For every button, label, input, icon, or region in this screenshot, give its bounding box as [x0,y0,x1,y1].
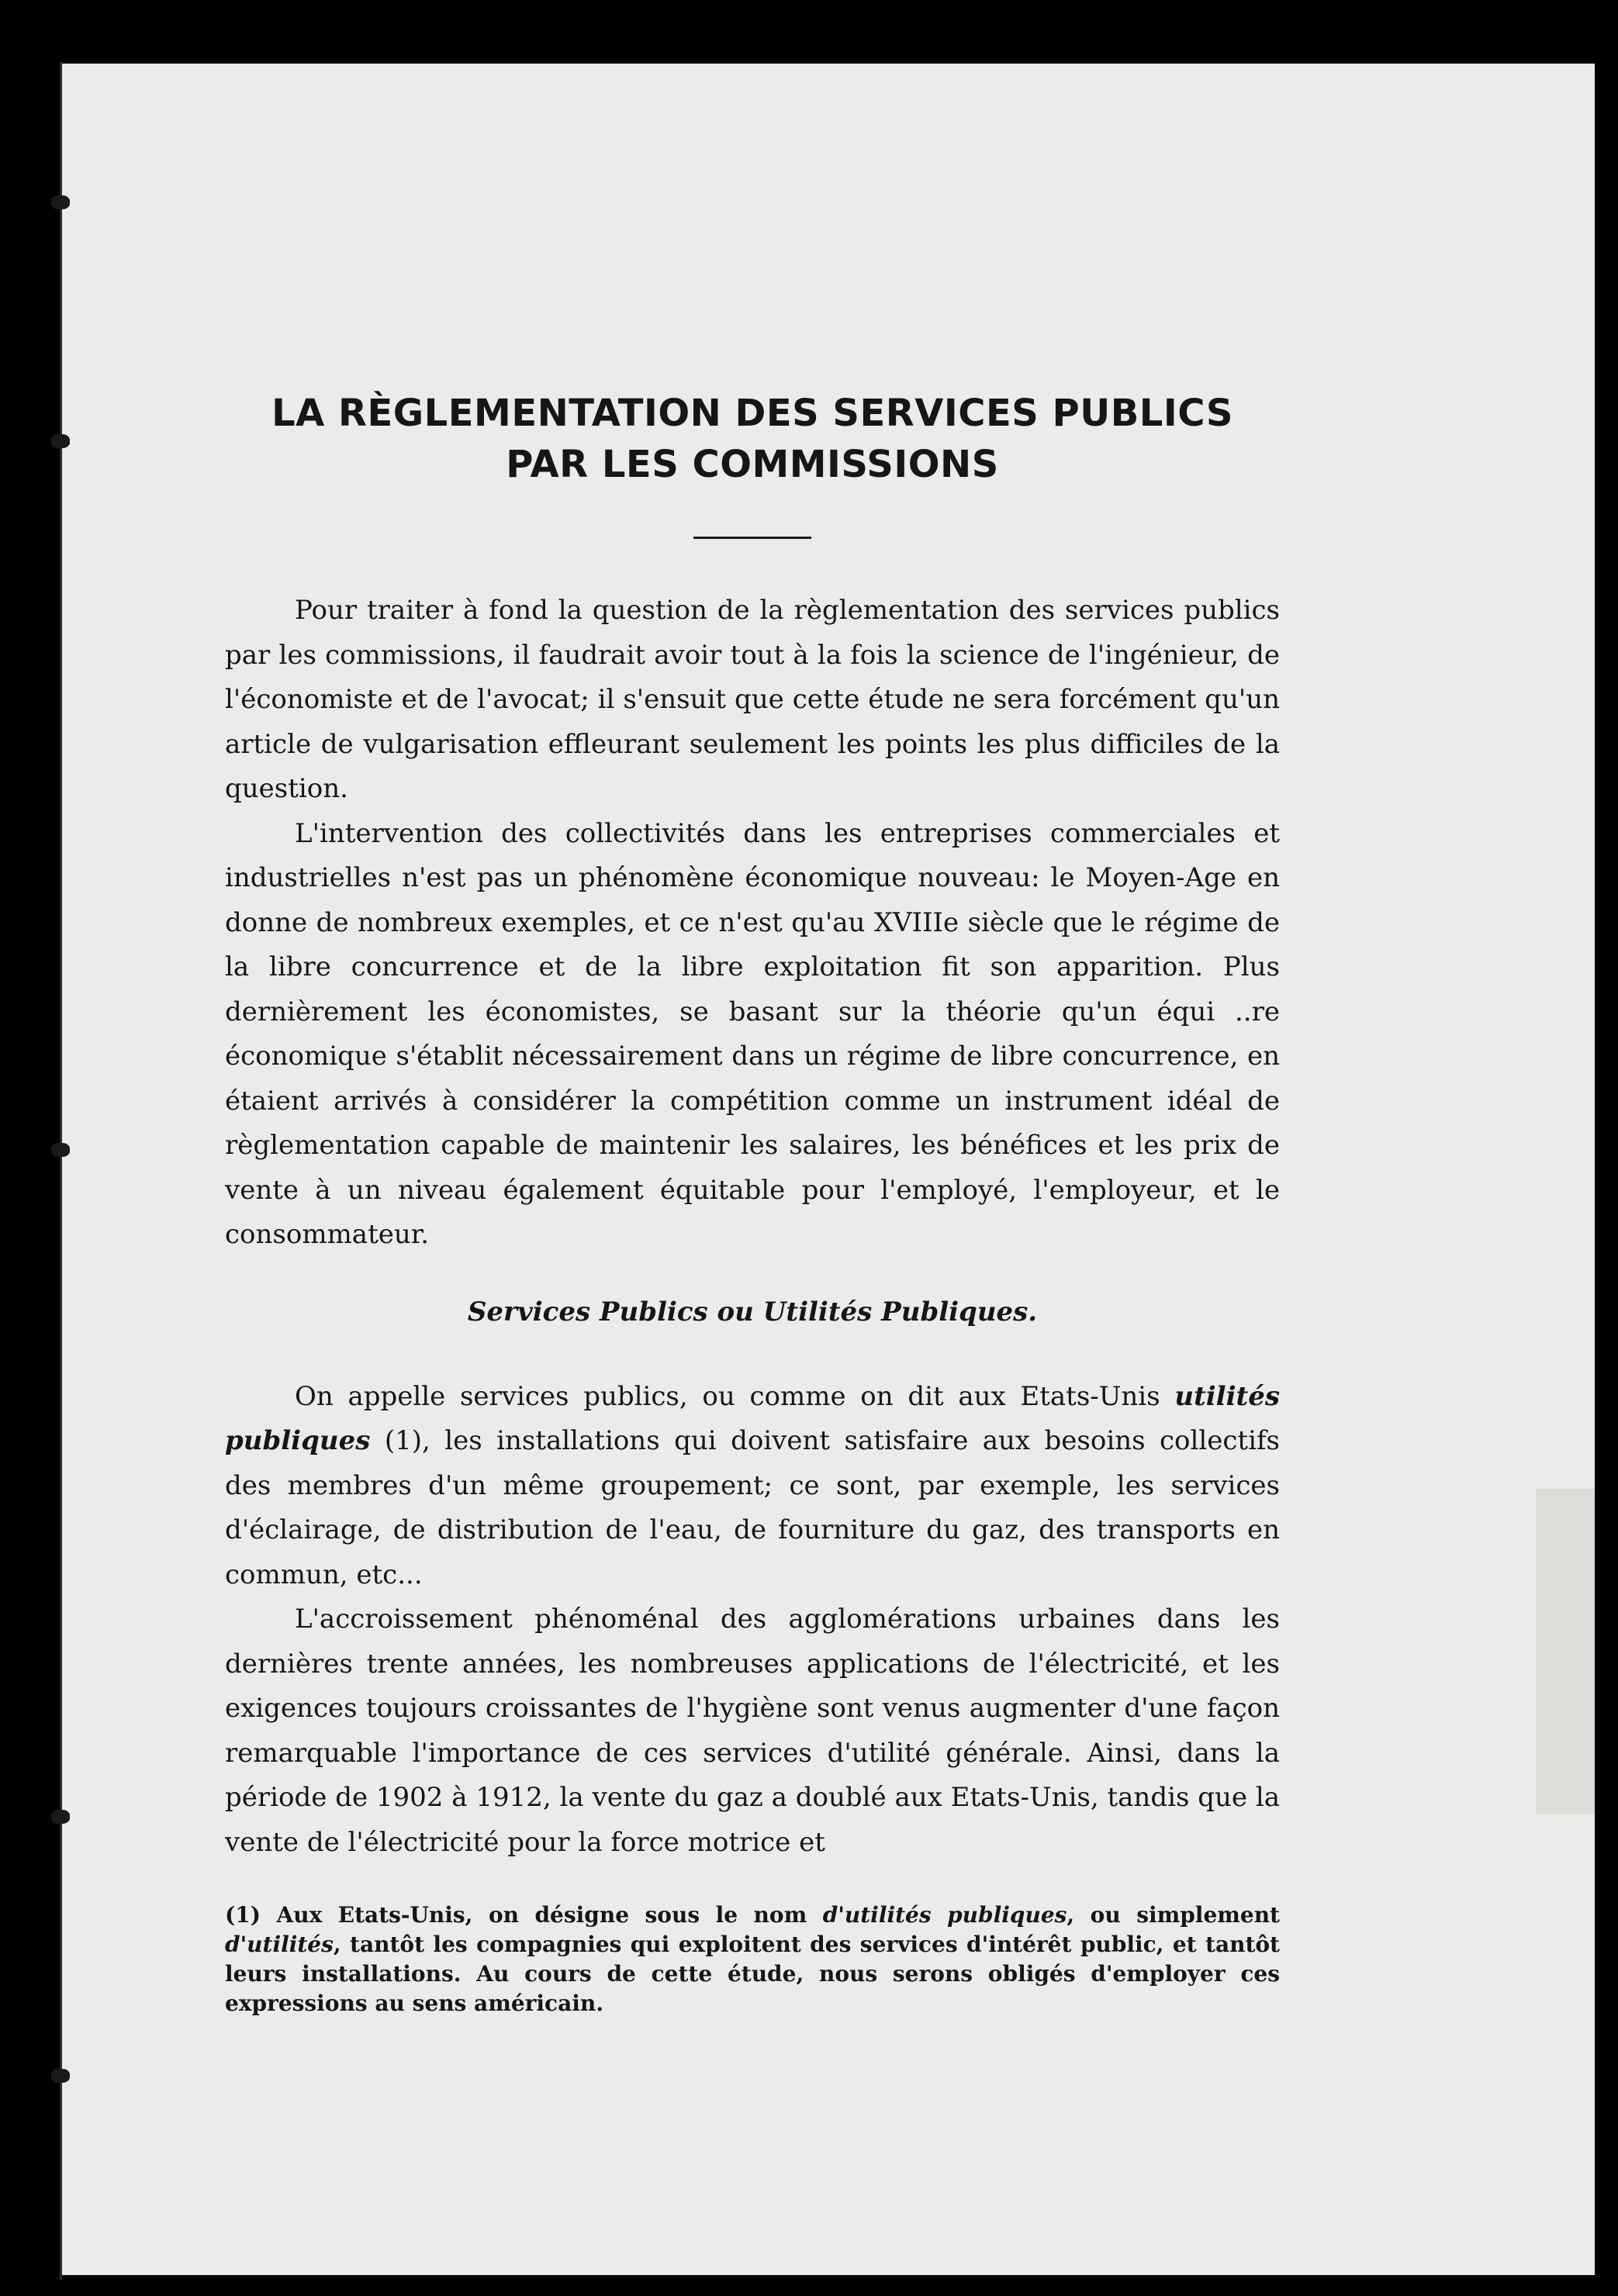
paragraph-3-start: On appelle services publics, ou comme on dit aux Etats-Unis [295,1380,1175,1412]
footnote-text-3: , tantôt les compagnies qui exploitent des services d'intérêt public, et tantôt leurs installations. Au cours de cette étude, nous serons obligés d'employer ces expressions au sens américain. [225,1932,1280,2016]
footnote-text-1: Aux Etats-Unis, on désigne sous le nom [260,1902,823,1928]
document-title [225,388,1280,490]
page-content [225,388,1280,2040]
binding-mark [51,434,70,448]
title-line-2: PAR LES COMMISSIONS [506,443,999,486]
paragraph-2: L'intervention des collectivités dans les entreprises commerciales et industrielles n'est pas un phénomène économique nouveau: le Moyen-Age en donne de nombreux exemples, et ce n'est qu'au XVIIIe siècle que le régime de la libre concurrence et de la libre exploitation fit son apparition. Plus dernièrement les économistes, se basant sur la théorie qu'un équi ..re économique s'établit nécessairement dans un régime de libre concurrence, en étaient arrivés à considérer la compétition comme un instrument idéal de règlementation capable de maintenir les salaires, les bénéfices et les prix de vente à un niveau également équitable pour l'employé, l'employeur, et le consommateur. [225,817,1280,1250]
paragraph-1: Pour traiter à fond la question de la règlementation des services publics par les commissions, il faudrait avoir tout à la fois la science de l'ingénieur, de l'économiste et de l'avocat; il s'ensuit que cette étude ne sera forcément qu'un article de vulgarisation effleurant seulement les points les plus difficiles de la question. [225,595,1280,804]
footnote-italic-1: d'utilités publiques [822,1902,1067,1928]
binding-mark [51,1810,70,1824]
footnote-marker: (1) [225,1902,261,1928]
paragraph-4: L'accroissement phénoménal des agglomérations urbaines dans les dernières trente années, les nombreuses applications de l'électricité, et les exigences toujours croissantes de l'hygiène sont venus augmenter d'une façon remarquable l'importance de ces services d'utilité générale. Ainsi, dans la période de 1902 à 1912, la vente du gaz a doublé aux Etats-Unis, tandis que la vente de l'électricité pour la force motrice et [225,1604,1280,1858]
binding-mark [51,2069,70,2083]
footnote-text-2: , ou simplement [1067,1902,1280,1928]
binding-mark [51,1143,70,1157]
footnote [225,1901,1280,2018]
footnote-italic-2: d'utilités [225,1932,334,1957]
binding-mark [51,195,70,209]
paragraph-3-rest: (1), les installations qui doivent satisfaire aux besoins collectifs des membres d'un même groupement; ce sont, par exemple, les services d'éclairage, de distribution de l'eau, de fourniture du gaz, des transports en commun, etc... [225,1425,1280,1590]
paragraph-3-italic-term: utilités publiques [225,1380,1280,1456]
title-line-1: LA RÈGLEMENTATION DES SERVICES PUBLICS [271,392,1233,435]
intro-block [225,589,1280,1258]
paragraph-3 [225,1375,1280,1598]
binding-edge [60,62,62,2280]
section-title: Services Publics ou Utilités Publiques. [467,1296,1038,1328]
scan-artifact [1536,1489,1595,1814]
title-rule [693,537,811,539]
